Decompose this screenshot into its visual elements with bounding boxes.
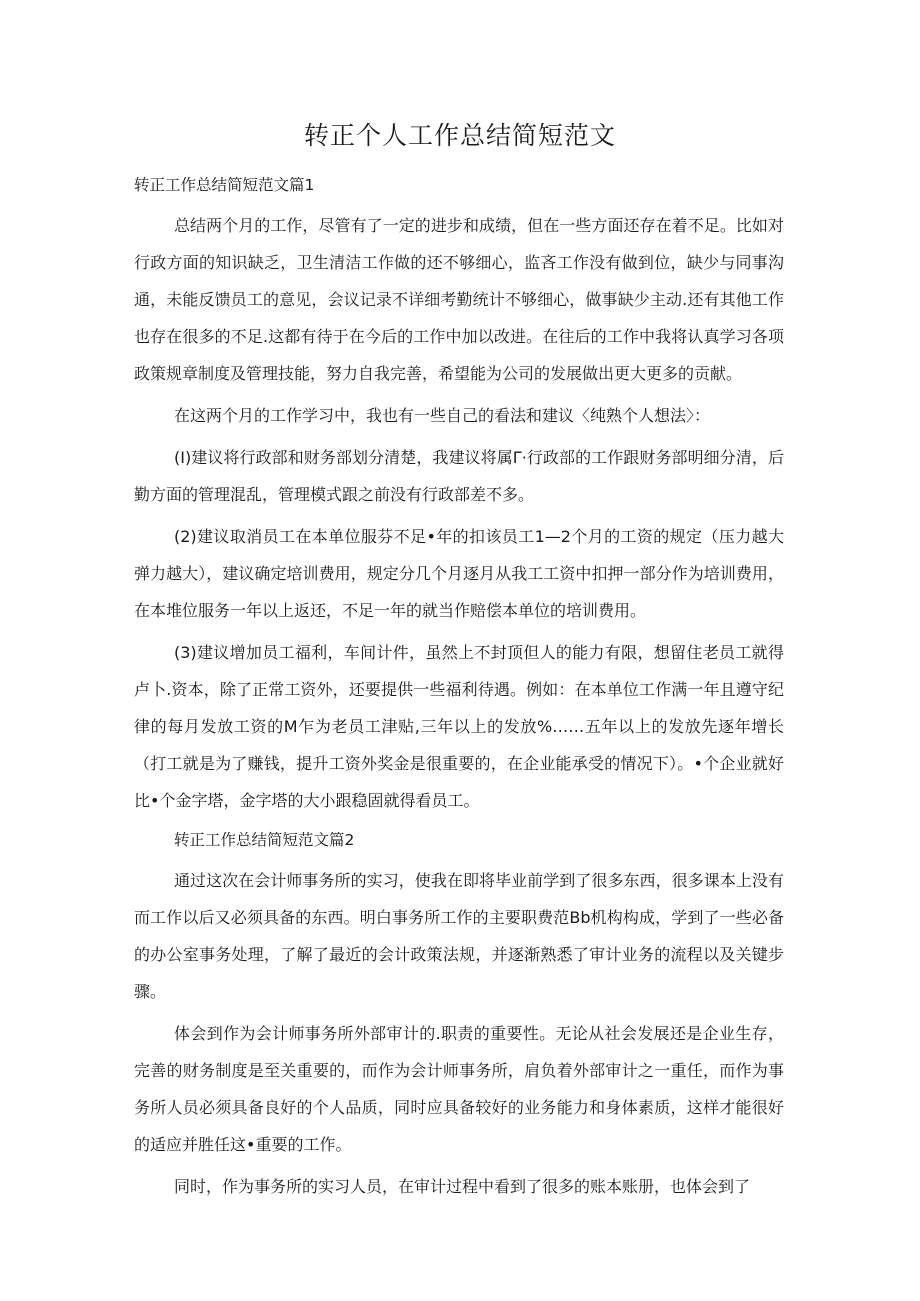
- paragraph-summary: 总结两个月的工作，尽管有了一定的进步和成绩，但在一些方面还存在着不足。比如对行政方面的知识缺乏，卫生清洁工作做的还不够细心，监吝工作没有做到位，缺少与同事沟通，未能反馈员工的意见，会议记录不详细考勤统计不够细心，做事缺少主动.还有其他工作也存在很多的不足.这都有待于在今后的工作中加以改进。在往后的工作中我将认真学习各项政策规章制度及管理技能，努力自我完善，希望能为公司的发展做出更大更多的贡献。: [134, 216, 784, 383]
- paragraph-suggestion-1: (I)建议将行政部和财务部划分清楚，我建议将属Γ·行政部的工作跟财务部明细分清，后勤方面的管理混乱，管理模式跟之前没有行政部差不多。: [134, 448, 784, 504]
- section-heading-1: 转正工作总结简短范文篇1: [134, 176, 315, 194]
- paragraph-internship: 通过这次在会计师事务所的实习，使我在即将毕业前学到了很多东西，很多课本上没有而工作以后又必须具备的东西。明白事务所工作的主要职费范Bb机构构成，学到了一些必备的办公室事务处理，了解了最近的会计政策法规，并逐渐熟悉了审计业务的流程以及关键步骤。: [134, 871, 784, 1001]
- paragraph-suggestions-intro: 在这两个月的工作学习中，我也有一些自己的看法和建议〈纯熟个人想法〉：: [174, 406, 711, 425]
- paragraph-suggestion-3: (3)建议增加员工福利，车间计件，虽然上不封顶但人的能力有限，想留住老员工就得卢卜.资本，除了正常工资外，还要提供一些福利待遇。例如：在本单位工作满一年且遵守纪律的每月发放工资的M乍为老员工津贴,三年以上的发放%……五年以上的发放先逐年增长（打工就是为了赚钱，提升工资外奖金是很重要的，在企业能承受的情况下）。•个企业就好比•个金字塔，金字塔的大小跟稳固就得看员工。: [134, 643, 784, 810]
- paragraph-audit-duty: 体会到作为会计师事务所外部审计的.职责的重要性。无论从社会发展还是企业生存，完善的财务制度是至关重要的，而作为会计师事务所，肩负着外部审计之一重任，而作为事务所人员必须具备良好的个人品质，同时应具备较好的业务能力和身体素质，这样才能很好的适应并胜任这•重要的工作。: [134, 1024, 784, 1154]
- document-body: [134, 167, 784, 1205]
- section-heading-2: 转正工作总结简短范文篇2: [174, 831, 355, 849]
- document-title: 转正个人工作总结简短范文: [303, 121, 616, 150]
- paragraph-suggestion-2: (2)建议取消员工在本单位服芬不足•年的扣该员工1—2个月的工资的规定（压力越大弹力越大），建议确定培训费用，规定分几个月逐月从我工工资中扣押一部分作为培训费用，在本堆位服务一年以上返还，不足一年的就当作赔偿本单位的培训费用。: [134, 527, 784, 620]
- paragraph-observation: 同时，作为事务所的实习人员，在审计过程中看到了很多的账本账册，也体会到了: [174, 1177, 751, 1196]
